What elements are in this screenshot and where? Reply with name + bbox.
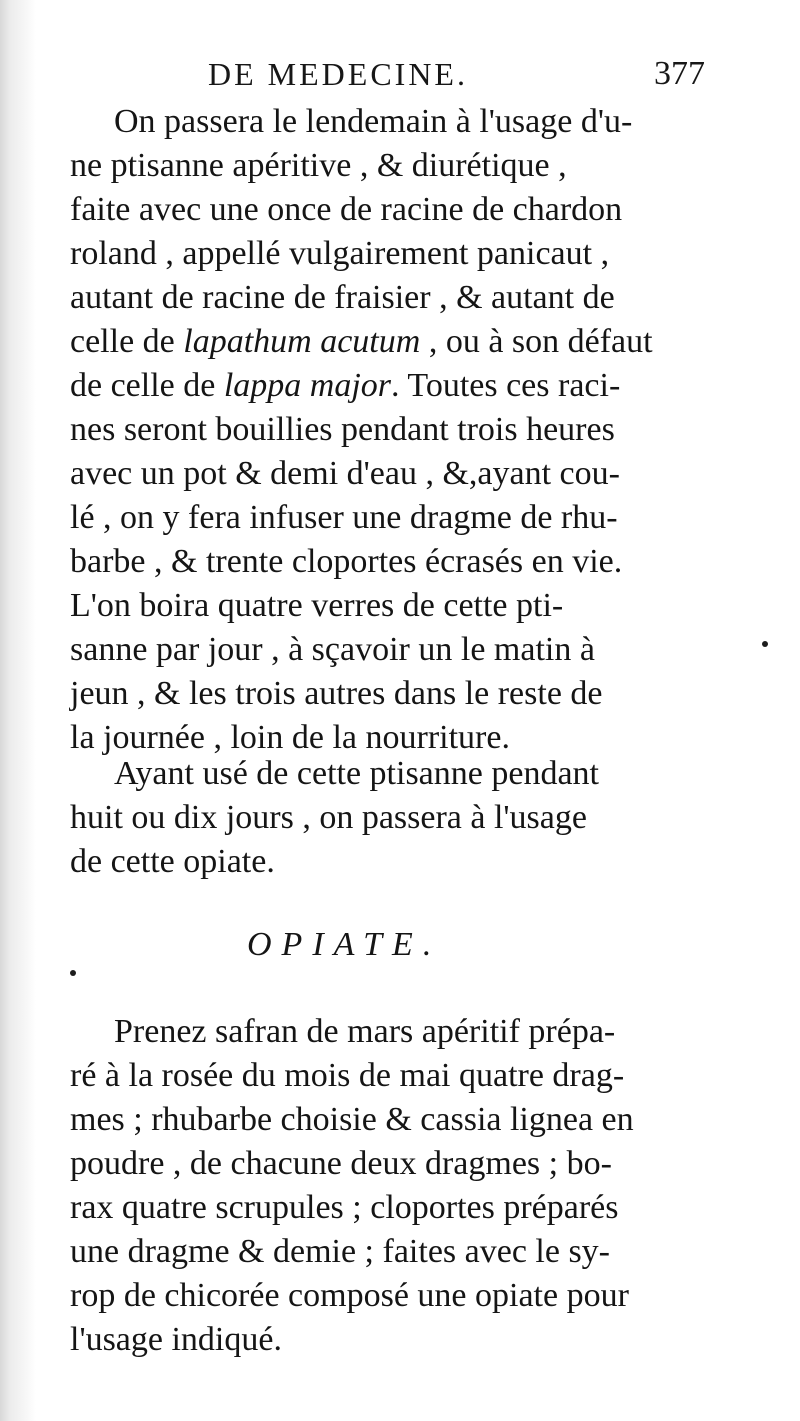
text-line: rop de chicorée composé une opiate pour (70, 1277, 629, 1314)
text-line: huit ou dix jours , on passera à l'usage (70, 799, 587, 836)
text-line: faite avec une once de racine de chardon (70, 191, 623, 228)
text-line: mes ; rhubarbe choisie & cassia lignea en (70, 1101, 634, 1138)
text-line: poudre , de chacune deux dragmes ; bo- (70, 1145, 612, 1182)
text-line: avec un pot & demi d'eau , &,ayant cou- (70, 455, 620, 492)
section-title: OPIATE. (247, 926, 442, 963)
text-line: jeun , & les trois autres dans le reste de (70, 675, 603, 712)
text-run: celle de (70, 323, 184, 360)
text-line: Ayant usé de cette ptisanne pendant (114, 755, 599, 792)
page-number: 377 (654, 55, 705, 92)
text-line: ne ptisanne apéritive , & diurétique , (70, 147, 567, 184)
scan-gutter-shadow (0, 0, 36, 1421)
text-line: une dragme & demie ; faites avec le sy- (70, 1233, 610, 1270)
text-line: barbe , & trente cloportes écrasés en vie. (70, 543, 623, 580)
text-line: rax quatre scrupules ; cloportes préparés (70, 1189, 619, 1226)
text-line: roland , appellé vulgairement panicaut , (70, 235, 610, 272)
text-line: nes seront bouillies pendant trois heures (70, 411, 615, 448)
text-line: la journée , loin de la nourriture. (70, 719, 510, 756)
latin-term: lapathum acutum (183, 323, 421, 360)
text-line: L'on boira quatre verres de cette pti- (70, 587, 564, 624)
text-line (70, 320, 734, 364)
running-head: DE MEDECINE. (208, 56, 468, 92)
text-run: . Toutes ces raci- (391, 367, 621, 404)
text-line: ré à la rosée du mois de mai quatre drag- (70, 1057, 625, 1094)
text-run: , ou à son défaut (420, 323, 653, 360)
text-line: de cette opiate. (70, 843, 275, 880)
latin-term: lappa major (223, 367, 392, 404)
text-line: Prenez safran de mars apéritif prépa- (114, 1013, 616, 1050)
text-line: autant de racine de fraisier , & autant de (70, 279, 615, 316)
text-run: de celle de (70, 367, 224, 404)
text-line: On passera le lendemain à l'usage d'u- (114, 103, 633, 140)
text-line: sanne par jour , à sçavoir un le matin à (70, 631, 595, 668)
text-line: lé , on y fera infuser une dragme de rhu- (70, 499, 618, 536)
ink-spot (70, 970, 76, 976)
text-line: l'usage indiqué. (70, 1321, 282, 1358)
ink-spot (762, 641, 768, 647)
text-line (70, 364, 734, 408)
